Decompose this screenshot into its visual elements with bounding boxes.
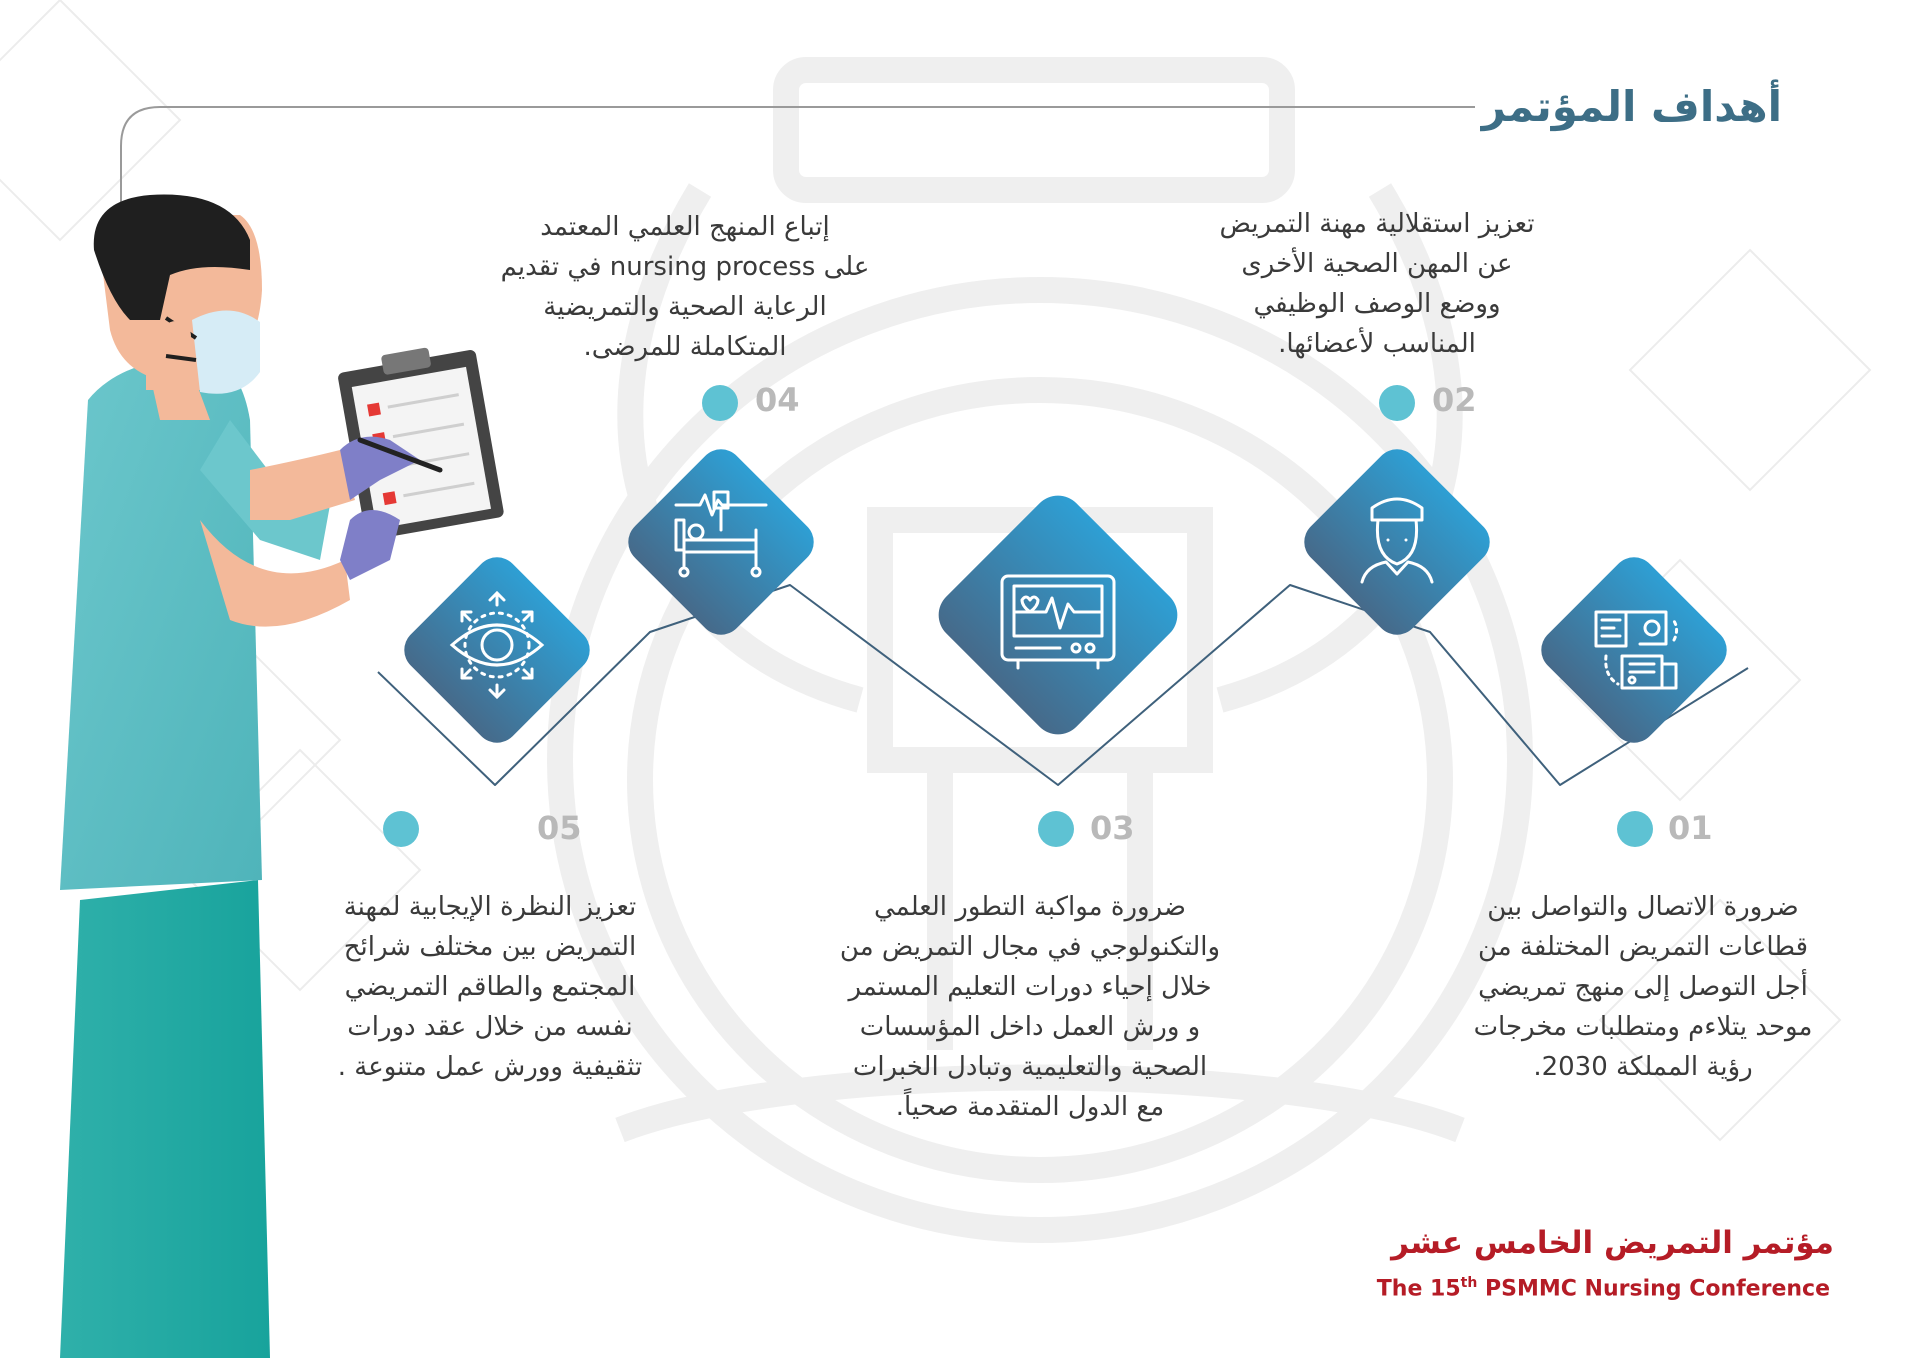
goal-04-line: إتباع المنهج العلمي المعتمد: [540, 212, 830, 242]
goal-01-line: ضرورة الاتصال والتواصل بين: [1487, 892, 1799, 922]
goal-02-text: [1162, 204, 1592, 364]
goal-02-line: عن المهن الصحية الأخرى: [1241, 249, 1513, 279]
goal-01-line: رؤية المملكة 2030.: [1533, 1052, 1753, 1082]
goal-01-line: قطاعات التمريض المختلفة من: [1477, 932, 1809, 962]
goal-03-line: الصحية والتعليمية وتبادل الخبرات: [852, 1052, 1208, 1082]
goal-04-text: [450, 207, 920, 367]
goal-05-line: المجتمع والطاقم التمريضي: [344, 972, 636, 1002]
page-title: أهداف المؤتمر: [1481, 82, 1782, 131]
goal-03-line: و ورش العمل داخل المؤسسات: [859, 1012, 1201, 1042]
goal-01-line: موحد يتلاءم ومتطلبات مخرجات: [1473, 1012, 1813, 1042]
goal-01-dot: [1617, 811, 1653, 847]
goal-03-number: 03: [1090, 809, 1135, 847]
footer-en-suffix: PSMMC Nursing Conference: [1477, 1276, 1830, 1302]
goal-01-text: [1453, 887, 1833, 1087]
goal-01-line: أجل التوصل إلى منهج تمريضي: [1478, 972, 1808, 1002]
goal-02-dot: [1379, 385, 1415, 421]
diamond-01: [1532, 548, 1736, 752]
footer-en-sup: th: [1460, 1275, 1478, 1291]
diamond-02: [1295, 440, 1499, 644]
goal-04-number: 04: [755, 381, 800, 419]
goal-04-line: على nursing process في تقديم: [500, 252, 870, 282]
goal-05-line: تثقيفية وورش عمل متنوعة .: [337, 1052, 643, 1082]
goal-05-line: تعزيز النظرة الإيجابية لمهنة: [343, 892, 637, 922]
footer-en-prefix: The 15: [1376, 1276, 1461, 1302]
goal-03-line: خلال إحياء دورات التعليم المستمر: [848, 972, 1212, 1002]
goal-03-line: مع الدول المتقدمة صحياً.: [895, 1092, 1165, 1122]
goal-05-line: التمريض بين مختلف شرائح: [343, 932, 637, 962]
goal-05-text: [300, 887, 680, 1087]
goal-03-line: والتكنولوجي في مجال التمريض من: [839, 932, 1221, 962]
goal-04-dot: [702, 385, 738, 421]
goal-02-line: المناسب لأعضائها.: [1278, 329, 1476, 359]
goal-05-dot: [383, 811, 419, 847]
goal-02-line: تعزيز استقلالية مهنة التمريض: [1219, 209, 1535, 239]
goal-03-line: ضرورة مواكبة التطور العلمي: [874, 892, 1186, 922]
footer-english-title: [1377, 1275, 1830, 1301]
goal-03-dot: [1038, 811, 1074, 847]
goal-03-text: [780, 887, 1280, 1127]
footer-arabic-title: مؤتمر التمريض الخامس عشر: [1391, 1225, 1834, 1261]
goal-02-line: ووضع الوصف الوظيفي: [1253, 289, 1501, 319]
goal-02-number: 02: [1432, 381, 1477, 419]
goal-04-line: الرعاية الصحية والتمريضية: [543, 292, 827, 322]
goal-05-line: نفسه من خلال عقد دورات: [347, 1012, 633, 1042]
goal-05-number: 05: [537, 809, 582, 847]
nurse-illustration: [60, 195, 505, 1358]
goal-04-line: المتكاملة للمرضى.: [583, 332, 787, 362]
goal-01-number: 01: [1668, 809, 1713, 847]
